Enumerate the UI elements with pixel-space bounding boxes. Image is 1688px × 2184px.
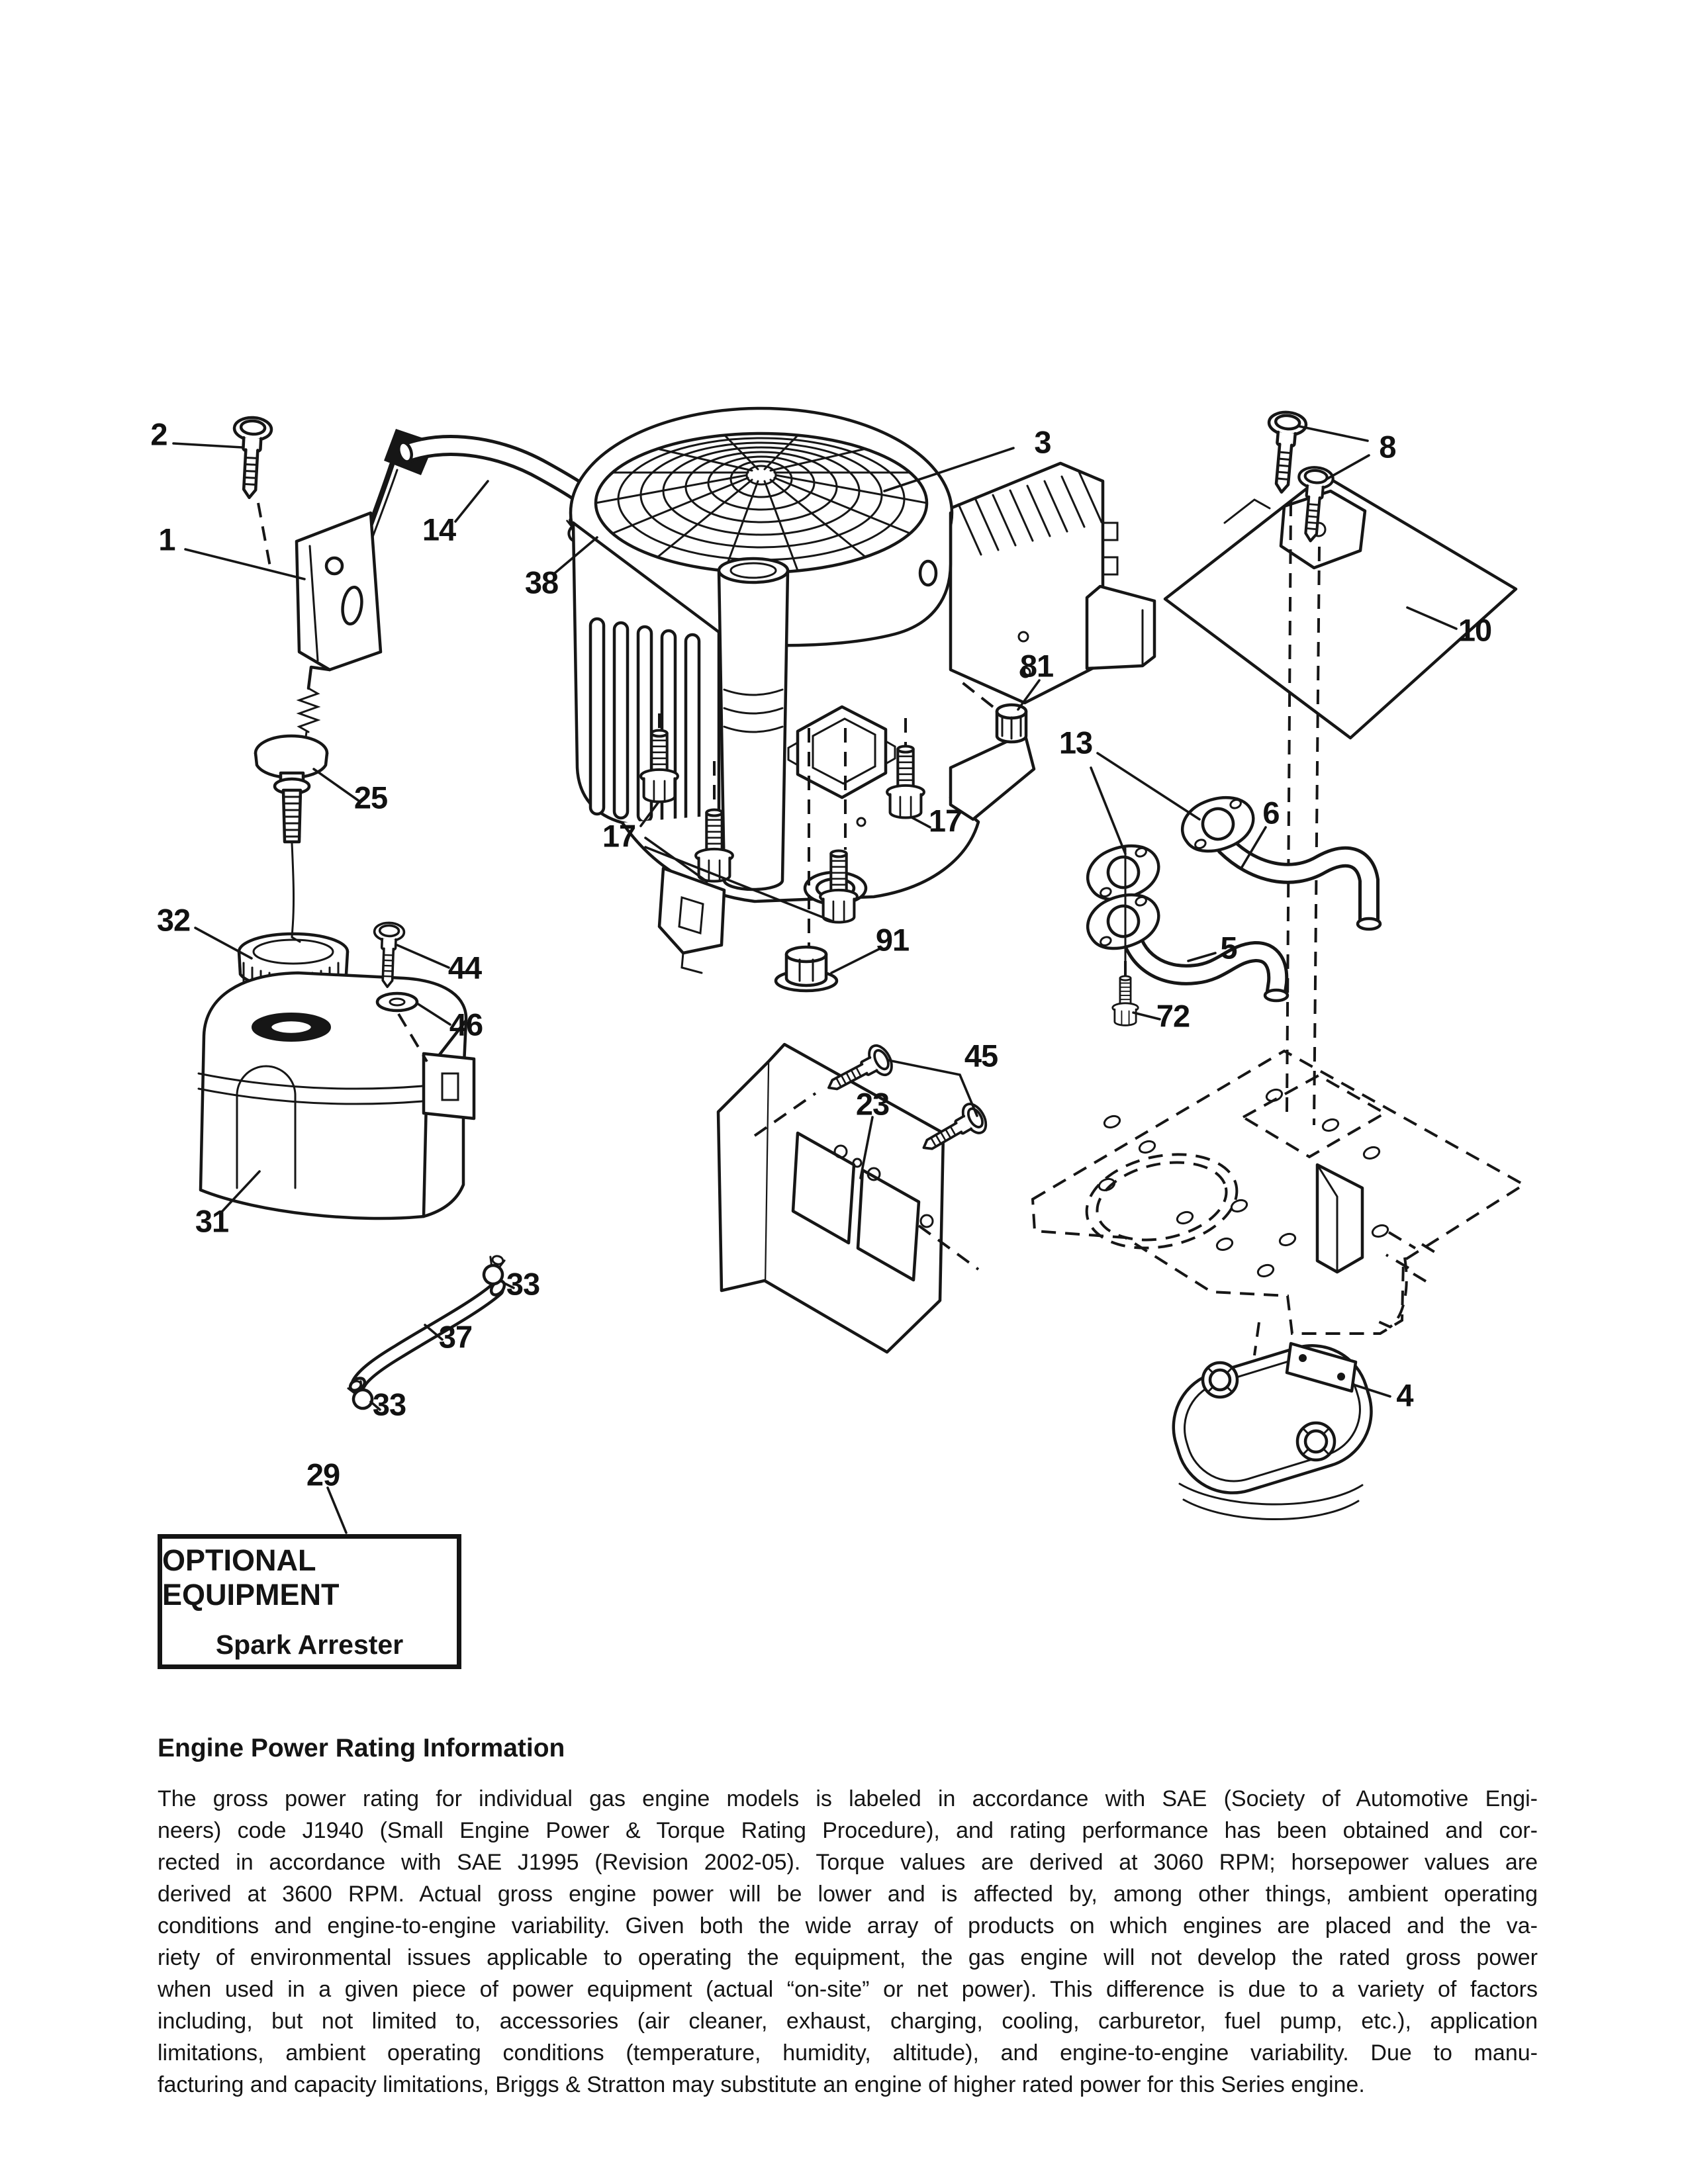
callout-45: 45 — [964, 1038, 998, 1073]
callout-31: 31 — [195, 1203, 229, 1239]
callout-2: 2 — [150, 416, 167, 452]
callout-17: 17 — [602, 818, 636, 854]
paragraph-line: derived at 3600 RPM. Actual gross engine power will be lower and is affected by, among other things, ambient operating — [158, 1882, 1538, 1907]
callout-23: 23 — [855, 1086, 890, 1122]
paragraph-line: including, but not limited to, accessories (air cleaner, exhaust, charging, cooling, carburetor, fuel pump, etc.), application — [158, 2009, 1538, 2034]
callout-8: 8 — [1379, 429, 1396, 465]
bracket-drawing — [718, 1042, 990, 1352]
callout-46: 46 — [449, 1007, 483, 1042]
optional-equipment-box — [158, 1534, 461, 1669]
callout-10: 10 — [1458, 612, 1492, 648]
paragraph-line: neers) code J1940 (Small Engine Power & Torque Rating Procedure), and rating performance has been obtained and cor- — [158, 1818, 1538, 1843]
callout-37: 37 — [438, 1319, 473, 1355]
callout-3: 3 — [1034, 424, 1051, 460]
callout-33: 33 — [372, 1387, 406, 1422]
callout-81: 81 — [1019, 648, 1054, 684]
throttle-control-drawing — [231, 417, 435, 756]
paragraph-line: conditions and engine-to-engine variability. Given both the wide array of products on which engines are placed and the va- — [158, 1913, 1538, 1938]
optional-equipment-title: OPTIONAL EQUIPMENT — [162, 1543, 340, 1612]
callout-13: 13 — [1058, 725, 1093, 760]
callout-33: 33 — [506, 1266, 540, 1302]
engine-drawing — [571, 408, 1154, 973]
choke-cable-drawing — [256, 736, 327, 942]
callout-6: 6 — [1262, 795, 1280, 831]
callout-4: 4 — [1396, 1377, 1413, 1413]
callout-38: 38 — [524, 565, 559, 600]
paragraph-line: riety of environmental issues applicable to operating the equipment, the gas engine will not develop the rated gross power — [158, 1945, 1538, 1970]
heat-shield-drawing — [1165, 411, 1516, 1125]
callout-91: 91 — [875, 922, 910, 958]
spark-arrester-label: Spark Arrester — [215, 1629, 404, 1660]
muffler-drawing — [1160, 1332, 1385, 1519]
paragraph — [158, 1783, 1538, 2101]
fuel-tank-drawing — [199, 923, 474, 1218]
fuel-line-drawing — [345, 1253, 507, 1412]
callout-14: 14 — [422, 512, 456, 547]
callout-72: 72 — [1156, 998, 1190, 1034]
callout-5: 5 — [1220, 930, 1237, 966]
callout-17: 17 — [928, 803, 962, 839]
paragraph-line: rected in accordance with SAE J1995 (Revision 2002-05). Torque values are derived at 3060 RPM; horsepower values are — [158, 1850, 1538, 1875]
callout-44: 44 — [447, 950, 482, 985]
callout-32: 32 — [156, 902, 191, 938]
callout-1: 1 — [158, 522, 175, 557]
paragraph-line: limitations, ambient operating conditions (temperature, humidity, altitude), and engine-to-engine variability. Due to manu- — [158, 2040, 1538, 2066]
frame-plate-drawing — [1033, 1051, 1524, 1355]
paragraph-line: The gross power rating for individual gas engine models is labeled in accordance with SAE (Society of Automotive Engi- — [158, 1786, 1538, 1811]
exhaust-drawing — [1080, 787, 1380, 1025]
paragraph-line: facturing and capacity limitations, Briggs & Stratton may substitute an engine of higher rated power for this Series engine. — [158, 2072, 1365, 2097]
callout-25: 25 — [353, 780, 388, 815]
callout-29: 29 — [306, 1457, 340, 1492]
paragraph-line: when used in a given piece of power equipment (actual “on-site” or net power). This difference is due to a variety of factors — [158, 1977, 1538, 2002]
section-heading: Engine Power Rating Information — [158, 1734, 565, 1762]
